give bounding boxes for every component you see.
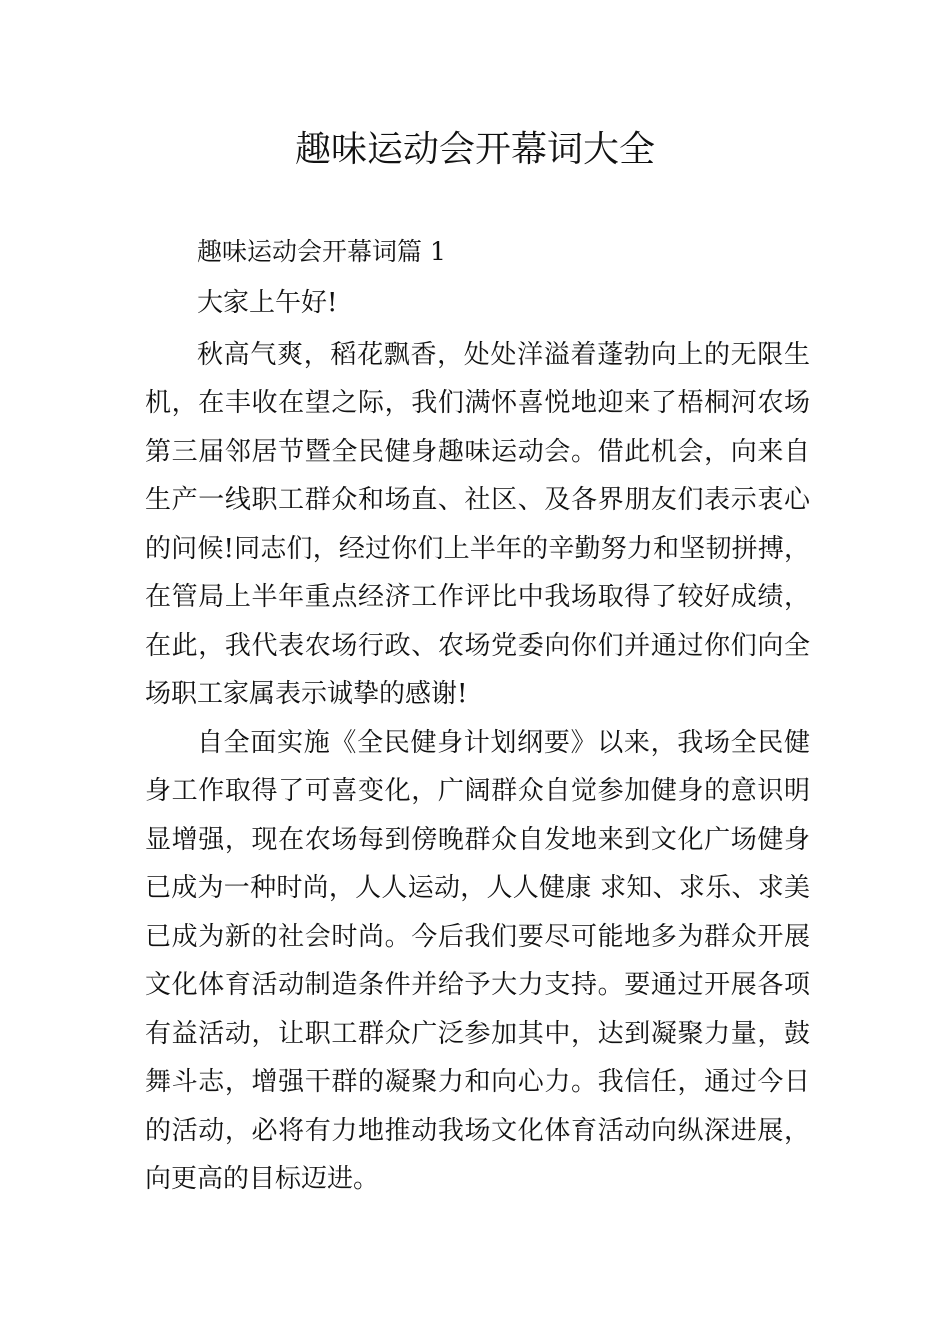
greeting-line: 大家上午好! xyxy=(197,288,338,318)
paragraph-2: 自全面实施《全民健身计划纲要》以来，我场全民健身工作取得了可喜变化，广阔群众自觉参加健身的意识明显增强，现在农场每到傍晚群众自发地来到文化广场健身已成为一种时尚，人人运动，人人健康 求知、求乐、求美已成为新的社会时尚。今后我们要尽可能地多为群众开展文化体育活动制造条件并给予大力支持。要通过开展各项有益活动，让职工群众广泛参加其中，达到凝聚力量，鼓舞斗志，增强干群的凝聚力和向心力。我信任，通过今日的活动，必将有力地推动我场文化体育活动向纵深进展，向更高的目标迈进。 xyxy=(145,727,810,1194)
section-heading: 趣味运动会开幕词篇 1 xyxy=(197,237,446,266)
document-title: 趣味运动会开幕词大全 xyxy=(294,129,655,170)
document-body xyxy=(145,228,810,1204)
paragraph-1: 秋高气爽，稻花飘香，处处洋溢着蓬勃向上的无限生机，在丰收在望之际，我们满怀喜悦地迎来了梧桐河农场第三届邻居节暨全民健身趣味运动会。借此机会，向来自生产一线职工群众和场直、社区、及各界朋友们表示衷心的问候!同志们，经过你们上半年的辛勤努力和坚韧拼搏，在管局上半年重点经济工作评比中我场取得了较好成绩，在此，我代表农场行政、农场党委向你们并通过你们向全场职工家属表示诚挚的感谢! xyxy=(145,339,810,709)
